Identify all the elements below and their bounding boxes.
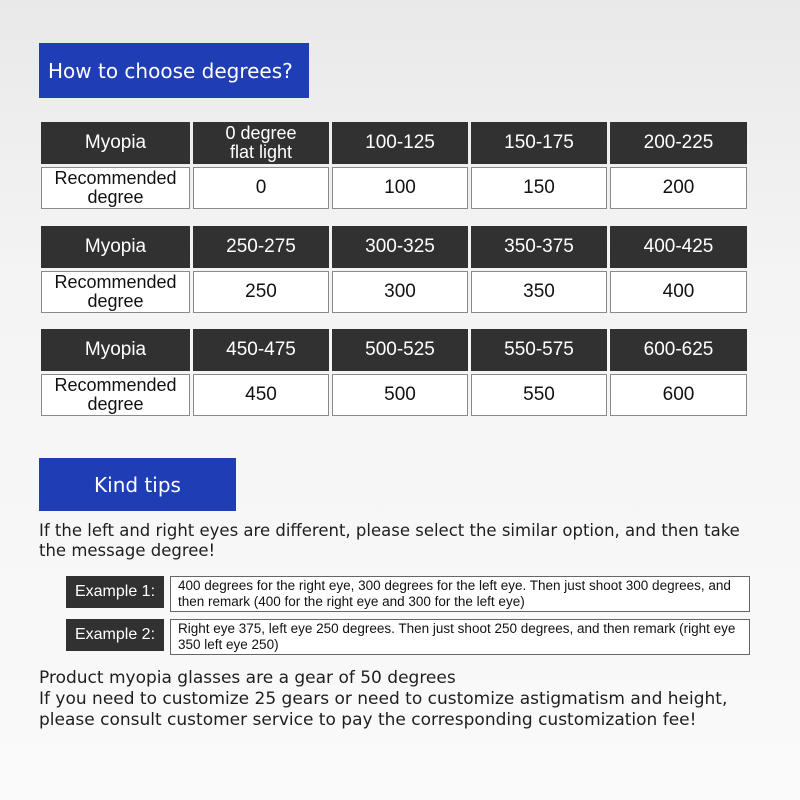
recommended-value-cell: 200 bbox=[610, 167, 747, 209]
recommended-header-cell bbox=[41, 374, 190, 416]
gear-note: Product myopia glasses are a gear of 50 degrees bbox=[39, 668, 456, 688]
recommended-value-cell: 0 bbox=[193, 167, 329, 209]
myopia-header-cell: Myopia bbox=[41, 329, 190, 371]
example-label: Example 2: bbox=[66, 619, 164, 651]
recommended-label: Recommended degree bbox=[54, 168, 177, 207]
myopia-header-cell: Myopia bbox=[41, 122, 190, 164]
example-text: Right eye 375, left eye 250 degrees. Then just shoot 250 degrees, and then remark (right eye 350 left eye 250) bbox=[170, 619, 750, 655]
myopia-range-cell: 250-275 bbox=[193, 226, 329, 268]
tips-intro-text: If the left and right eyes are different, please select the similar option, and then take the message degree! bbox=[39, 521, 740, 560]
recommended-value-cell: 150 bbox=[471, 167, 607, 209]
myopia-range-cell: 400-425 bbox=[610, 226, 747, 268]
recommended-value-cell: 250 bbox=[193, 271, 329, 313]
recommended-value-cell: 450 bbox=[193, 374, 329, 416]
myopia-range-cell: 500-525 bbox=[332, 329, 468, 371]
recommended-value-cell: 600 bbox=[610, 374, 747, 416]
recommended-value-cell: 300 bbox=[332, 271, 468, 313]
myopia-row bbox=[41, 122, 747, 164]
recommended-label: Recommended degree bbox=[54, 272, 177, 311]
recommended-header-cell bbox=[41, 167, 190, 209]
myopia-row bbox=[41, 329, 747, 371]
myopia-range-cell: 150-175 bbox=[471, 122, 607, 164]
myopia-range-cell: 450-475 bbox=[193, 329, 329, 371]
degree-table-1 bbox=[41, 122, 747, 209]
myopia-range-cell: 600-625 bbox=[610, 329, 747, 371]
myopia-range-cell: 350-375 bbox=[471, 226, 607, 268]
kind-tips-banner bbox=[39, 458, 236, 511]
range-text: 0 degree flat light bbox=[225, 123, 297, 162]
example-1 bbox=[66, 576, 750, 612]
example-2 bbox=[66, 619, 750, 655]
recommended-value-cell: 400 bbox=[610, 271, 747, 313]
recommended-row bbox=[41, 374, 747, 416]
myopia-row bbox=[41, 226, 747, 268]
recommended-value-cell: 100 bbox=[332, 167, 468, 209]
recommended-value-cell: 350 bbox=[471, 271, 607, 313]
myopia-range-cell: 550-575 bbox=[471, 329, 607, 371]
example-label: Example 1: bbox=[66, 576, 164, 608]
myopia-range-cell: 200-225 bbox=[610, 122, 747, 164]
kind-tips-title: Kind tips bbox=[94, 472, 181, 497]
customization-note: If you need to customize 25 gears or need to customize astigmatism and height, please consult customer service to pay the corresponding customization fee! bbox=[39, 689, 728, 730]
recommended-label: Recommended degree bbox=[54, 375, 177, 414]
recommended-header-cell bbox=[41, 271, 190, 313]
myopia-header-cell: Myopia bbox=[41, 226, 190, 268]
recommended-row bbox=[41, 167, 747, 209]
degree-table-3 bbox=[41, 329, 747, 416]
recommended-value-cell: 500 bbox=[332, 374, 468, 416]
myopia-range-cell: 100-125 bbox=[332, 122, 468, 164]
recommended-row bbox=[41, 271, 747, 313]
how-to-choose-banner bbox=[39, 43, 309, 98]
recommended-value-cell: 550 bbox=[471, 374, 607, 416]
example-text: 400 degrees for the right eye, 300 degrees for the left eye. Then just shoot 300 degrees, and then remark (400 for the right eye and 300 for the left eye) bbox=[170, 576, 750, 612]
degree-table-2 bbox=[41, 226, 747, 313]
myopia-range-cell: 300-325 bbox=[332, 226, 468, 268]
myopia-range-cell bbox=[193, 122, 329, 164]
how-to-choose-title: How to choose degrees? bbox=[48, 58, 293, 83]
